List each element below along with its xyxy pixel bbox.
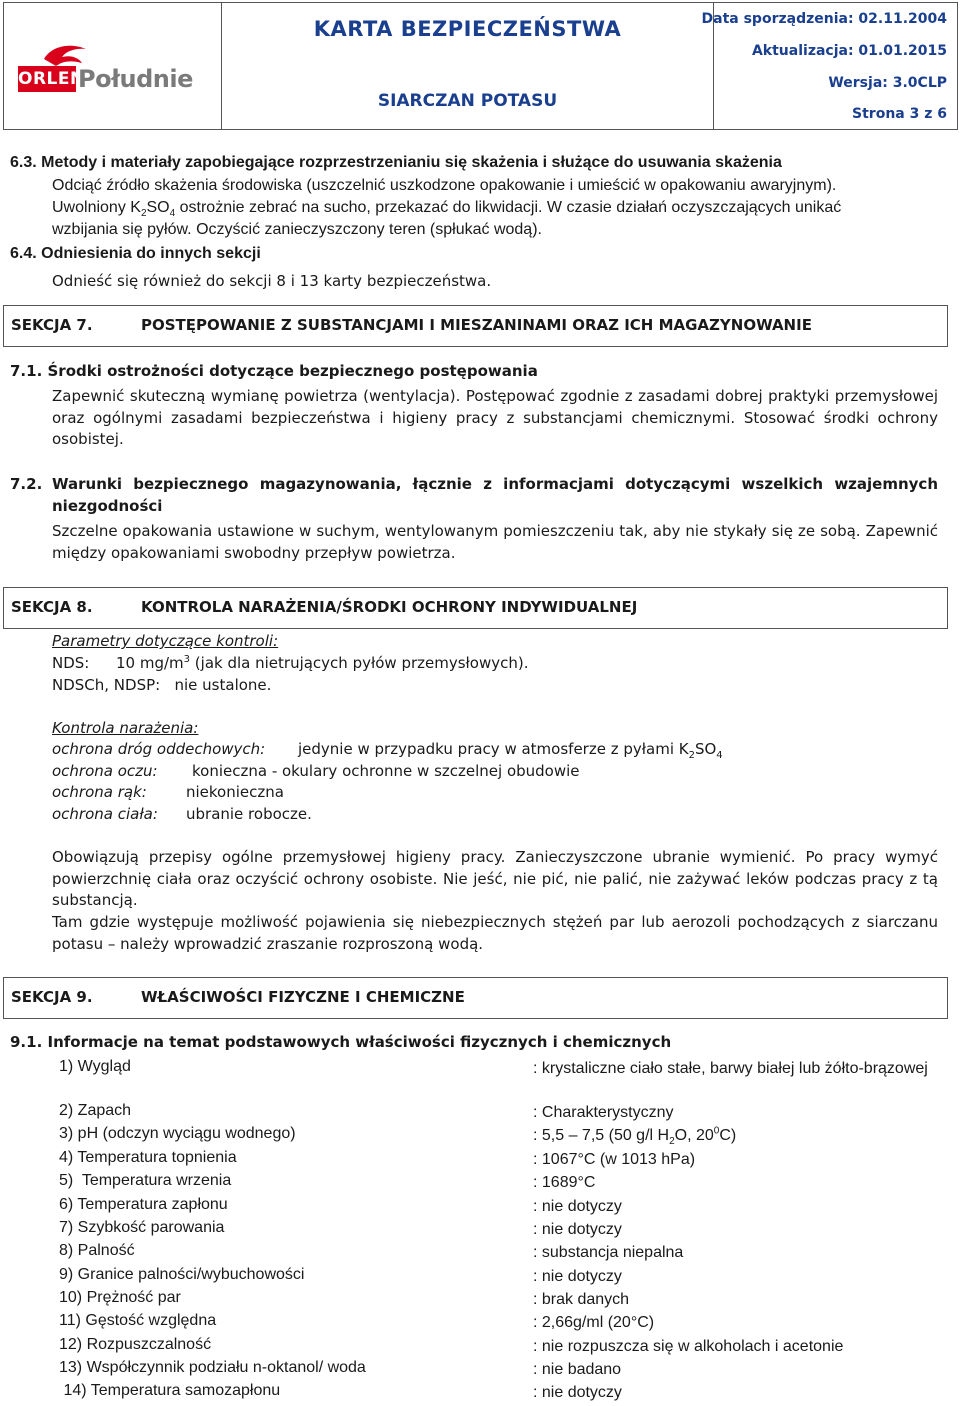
orlen-wordmark: ORLEN [18, 66, 76, 92]
property-row [59, 1359, 939, 1381]
hands-value: niekonieczna [186, 783, 284, 801]
property-label: 9) Granice palności/wybuchowości [59, 1266, 305, 1283]
section-8-header [3, 587, 948, 629]
property-row [59, 1125, 939, 1147]
control-label: Kontrola narażenia: [52, 719, 199, 737]
document-title: KARTA BEZPIECZEŃSTWA [313, 17, 622, 41]
property-value: : 2,66g/ml (20°C) [533, 1314, 655, 1331]
params-label: Parametry dotyczące kontroli: [52, 632, 279, 650]
body-value: ubranie robocze. [186, 805, 312, 823]
property-value: : nie dotyczy [533, 1198, 622, 1215]
property-value: : krystaliczne ciało stałe, barwy białej lub żółto-brązowej [533, 1060, 928, 1077]
property-value: : nie dotyczy [533, 1268, 622, 1285]
property-value: : brak danych [533, 1291, 630, 1308]
respiratory-label: ochrona dróg oddechowych: [52, 740, 266, 758]
property-label: 10) Prężność par [59, 1289, 181, 1306]
property-label: 3) pH (odczyn wyciągu wodnego) [59, 1125, 296, 1142]
s8-paragraph-1: Obowiązują przepisy ogólne przemysłowej higieny pracy. Zanieczyszczone ubranie wymienić. Po pracy wymyć powierzchnię ciała oraz oczyścić ochrony osobiste. Nie jeść, nie pić, nie palić, nie zażywać leków podczas pracy z tą substancją. [52, 848, 938, 909]
property-label: 5) Temperatura wrzenia [59, 1172, 232, 1189]
property-label: 14) Temperatura samozapłonu [59, 1382, 281, 1399]
s63-line2: Uwolniony $K_2SO_4$ ostrożnie zebrać na sucho, przekazać do likwidacji. W czasie działań oczyszczających unikać [52, 199, 842, 220]
property-value: : nie rozpuszcza się w alkoholach i acetonie [533, 1338, 844, 1355]
property-value: : nie dotyczy [533, 1384, 622, 1401]
property-label: 6) Temperatura zapłonu [59, 1196, 228, 1213]
property-row [59, 1336, 939, 1358]
s63-line1: Odciąć źródło skażenia środowiska (uszczelnić uszkodzone opakowanie i umieścić w opakowaniu awaryjnym). [52, 177, 837, 194]
property-row [59, 1058, 939, 1080]
property-row [59, 1266, 939, 1288]
s63-heading: 6.3. Metody i materiały zapobiegające rozprzestrzenianiu się skażenia i służące do usuwania skażenia [10, 154, 782, 171]
s64-text: Odnieść się również do sekcji 8 i 13 karty bezpieczeństwa. [52, 272, 492, 290]
property-label: 1) Wygląd [59, 1058, 131, 1075]
logo-word: Południe [78, 65, 193, 93]
logo-cell [4, 3, 222, 129]
property-row [59, 1312, 939, 1334]
meta-cell [701, 3, 957, 129]
document-subtitle: SIARCZAN POTASU [377, 91, 558, 111]
property-row [59, 1196, 939, 1218]
property-label: 7) Szybkość parowania [59, 1219, 225, 1236]
property-row [59, 1382, 939, 1404]
respiratory-value: jedynie w przypadku pracy w atmosferze z pyłami $K_2SO_4$ [298, 740, 723, 761]
s72-heading: Warunki bezpiecznego magazynowania, łącznie z informacjami dotyczącymi wszelkich wzajemnych niezgodności [52, 475, 938, 515]
property-label: 12) Rozpuszczalność [59, 1336, 212, 1353]
body-label: ochrona ciała: [52, 805, 158, 823]
s64-heading: 6.4. Odniesienia do innych sekcji [10, 245, 261, 262]
property-label: 2) Zapach [59, 1102, 132, 1119]
page-number: Strona 3 z 6 [852, 106, 947, 122]
ndsch-line: NDSCh, NDSP: nie ustalone. [52, 676, 272, 694]
property-row [59, 1242, 939, 1264]
nds-label: NDS: [52, 654, 90, 672]
section-8-number: SEKCJA 8. [11, 598, 93, 616]
section-7-number: SEKCJA 7. [11, 316, 93, 334]
s72-heading-number: 7.2. [10, 475, 43, 493]
section-9-number: SEKCJA 9. [11, 988, 93, 1006]
property-label: 11) Gęstość względna [59, 1312, 217, 1329]
s71-heading: 7.1. Środki ostrożności dotyczące bezpiecznego postępowania [10, 362, 538, 380]
property-value: : Charakterystyczny [533, 1104, 674, 1121]
section-9-title: WŁAŚCIWOŚCI FIZYCZNE I CHEMICZNE [141, 988, 465, 1006]
version: Wersja: 3.0CLP [828, 75, 947, 91]
s71-text: Zapewnić skuteczną wymianę powietrza (wentylacja). Postępować zgodnie z zasadami dobrej praktyki przemysłowej oraz ogólnymi zasadami bezpieczeństwa i higieny pracy z substancjami chemicznymi. Stosować środki ochrony osobistej. [52, 387, 938, 448]
property-row [59, 1102, 939, 1124]
property-value: : nie badano [533, 1361, 622, 1378]
property-row [59, 1149, 939, 1171]
s91-heading: 9.1. Informacje na temat podstawowych właściwości fizycznych i chemicznych [10, 1033, 672, 1051]
property-label: 13) Współczynnik podziału n-oktanol/ woda [59, 1359, 366, 1376]
property-row [59, 1289, 939, 1311]
section-9-header [3, 977, 948, 1019]
eyes-value: konieczna - okulary ochronne w szczelnej obudowie [192, 762, 580, 780]
hands-label: ochrona rąk: [52, 783, 147, 801]
date-prepared: Data sporządzenia: 02.11.2004 [701, 11, 947, 27]
update-date: Aktualizacja: 01.01.2015 [751, 43, 947, 59]
nds-value: 10 $mg/m^3$ (jak dla nietrujących pyłów przemysłowych). [116, 654, 529, 672]
s63-line3: wzbijania się pyłów. Oczyścić zanieczyszczony teren (spłukać wodą). [52, 221, 542, 238]
property-row [59, 1172, 939, 1194]
property-value: : substancja niepalna [533, 1244, 684, 1261]
property-value: : 1689°C [533, 1174, 596, 1191]
eyes-label: ochrona oczu: [52, 762, 158, 780]
property-label: 8) Palność [59, 1242, 135, 1259]
s8-paragraph-2: Tam gdzie występuje możliwość pojawienia się niebezpiecznych stężeń par lub aerozoli pochodzących z siarczanu potasu – należy wprowadzić zraszanie rozproszoną wodą. [52, 913, 938, 953]
property-value: : nie dotyczy [533, 1221, 622, 1238]
section-8-title: KONTROLA NARAŻENIA/ŚRODKI OCHRONY INDYWIDUALNEJ [141, 598, 638, 616]
s72-text: Szczelne opakowania ustawione w suchym, wentylowanym pomieszczeniu tak, aby nie stykały się ze sobą. Zapewnić między opakowaniami swobodny przepływ powietrza. [52, 522, 938, 562]
property-value: : 1067°C (w 1013 hPa) [533, 1151, 696, 1168]
document-header [3, 2, 958, 130]
property-row [59, 1219, 939, 1241]
section-7-header [3, 305, 948, 347]
section-7-title: POSTĘPOWANIE Z SUBSTANCJAMI I MIESZANINAMI ORAZ ICH MAGAZYNOWANIE [141, 316, 812, 334]
title-cell [222, 3, 714, 129]
property-value: : 5,5 – 7,5 (50 g/l $H_2O$, $20^0C$) [533, 1125, 737, 1148]
property-label: 4) Temperatura topnienia [59, 1149, 237, 1166]
